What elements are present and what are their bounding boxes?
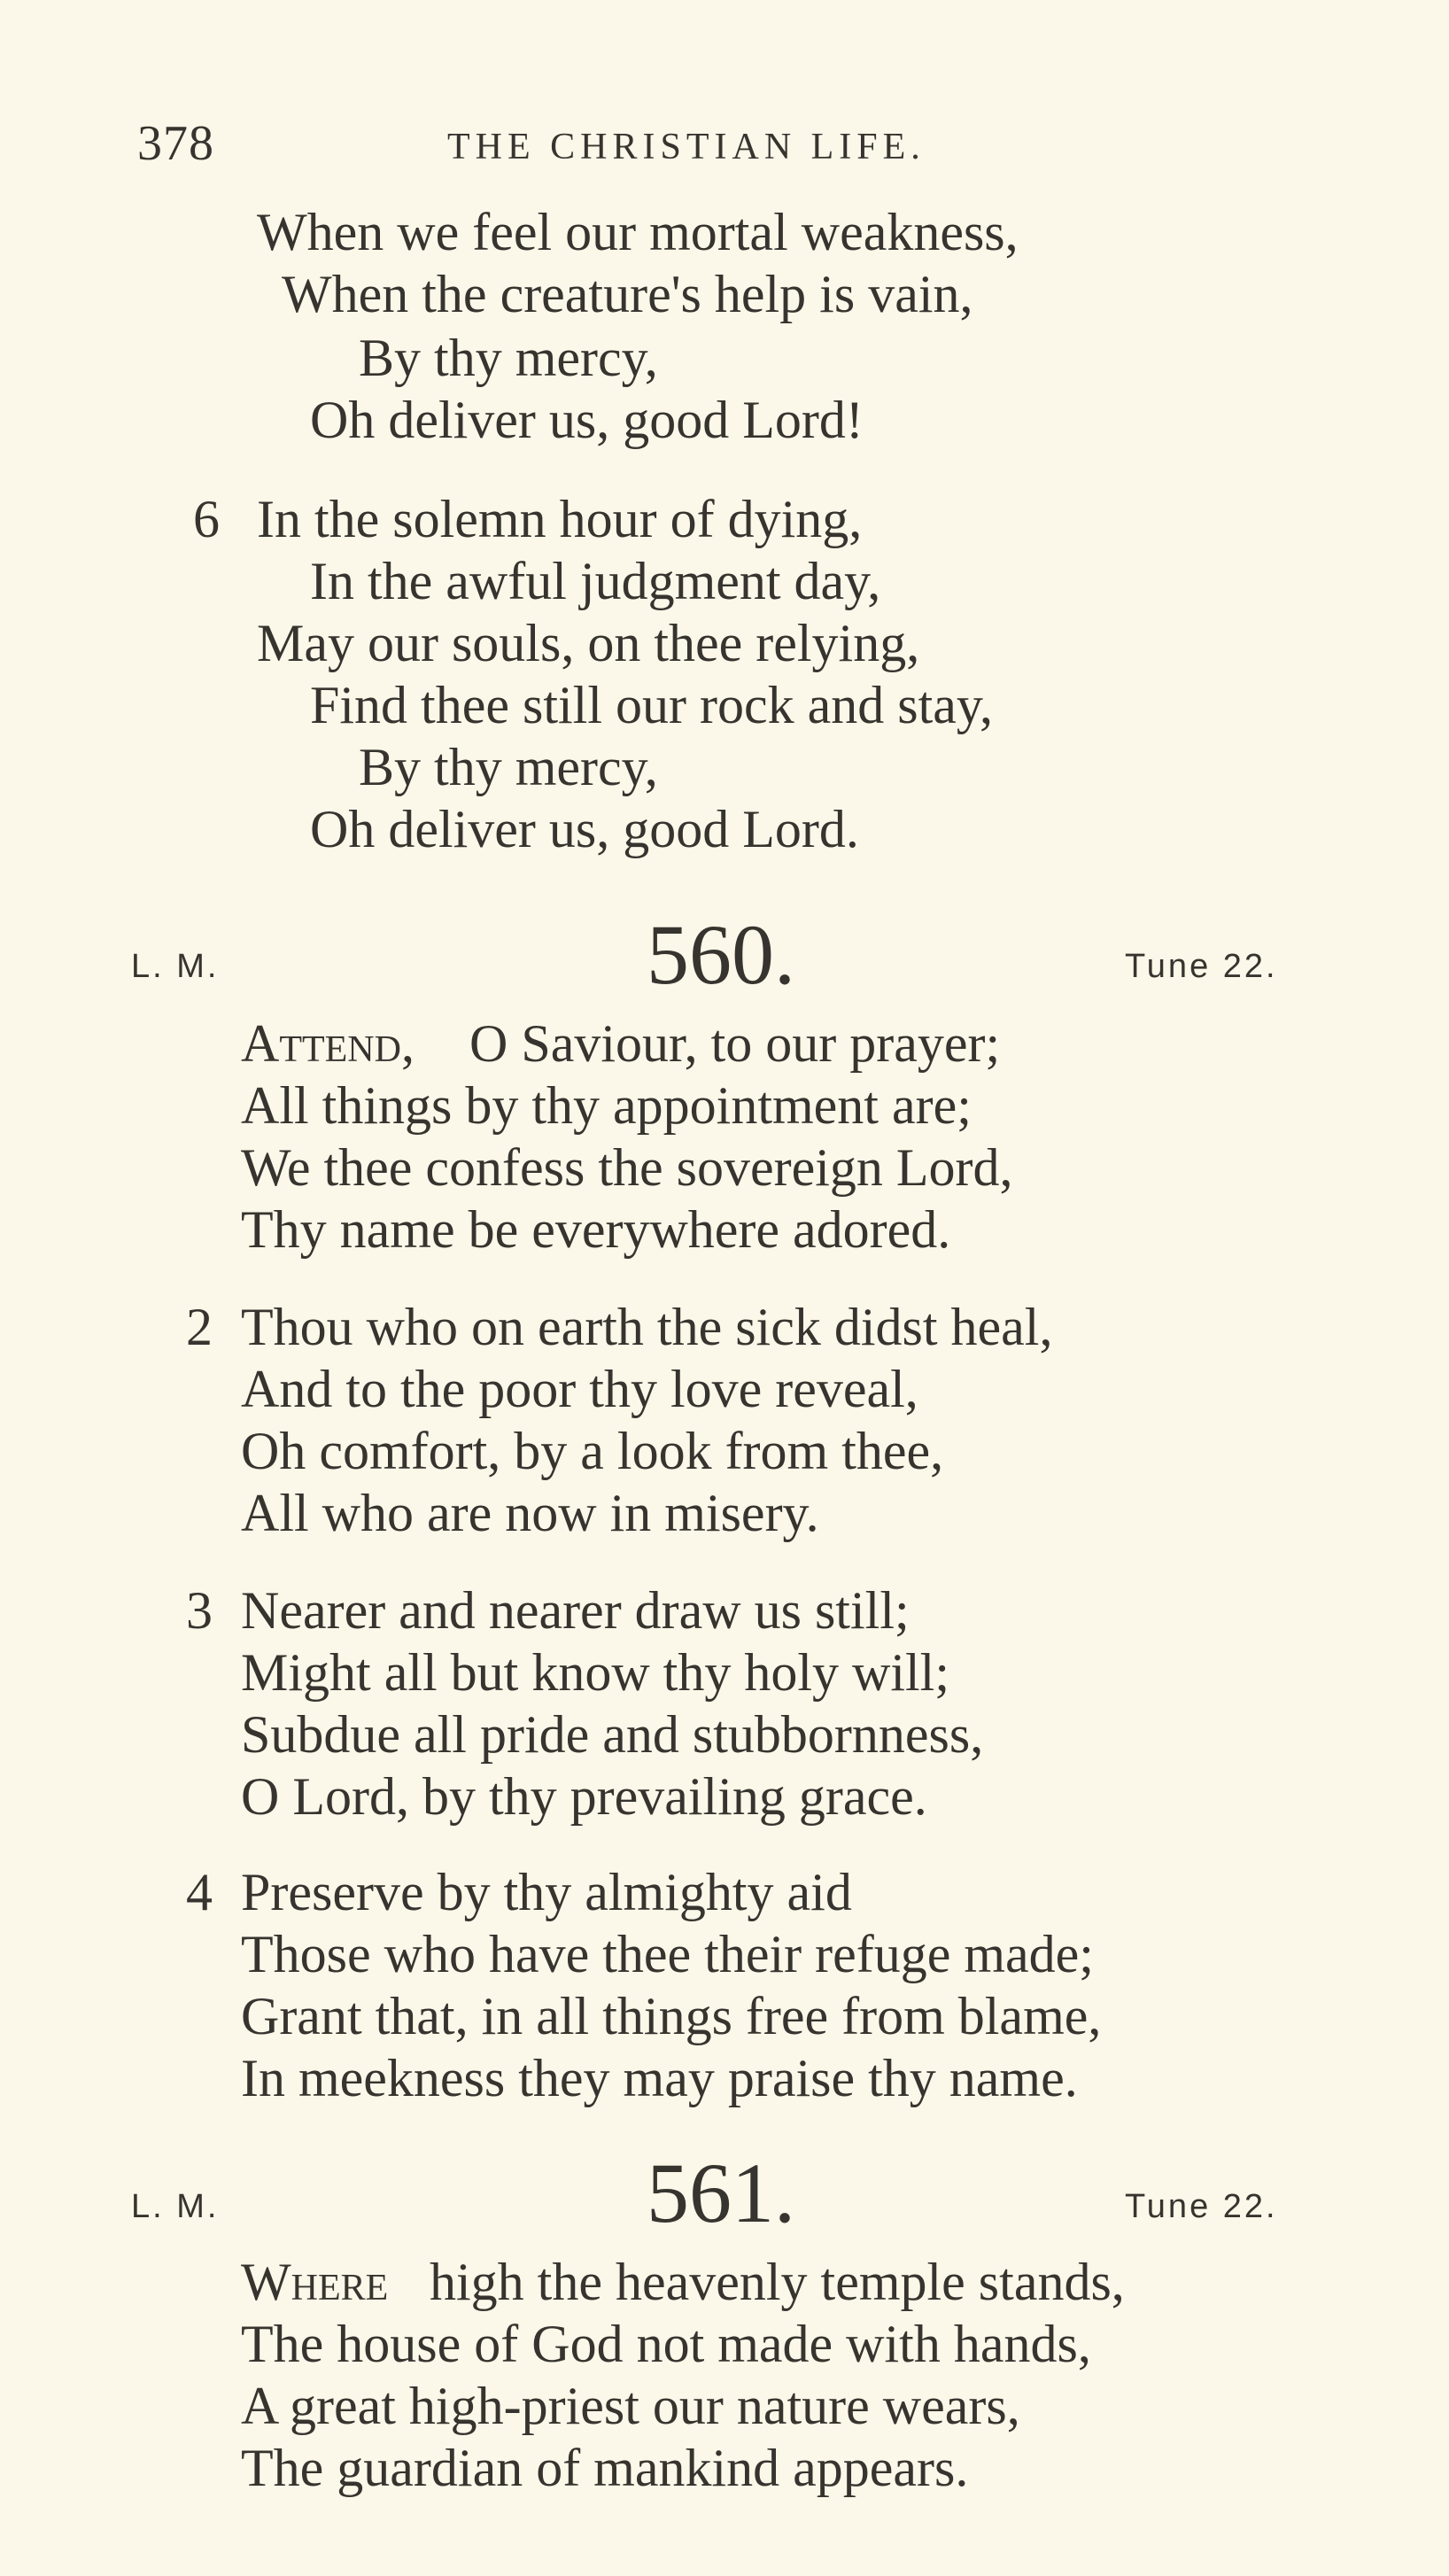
verse-line: By thy mercy, xyxy=(359,738,658,796)
verse-line: By thy mercy, xyxy=(359,329,658,387)
verse-line: Where xyxy=(241,2253,389,2311)
verse-line: Might all but know thy holy will; xyxy=(241,1643,950,1702)
verse-line: In the solemn hour of dying, xyxy=(257,490,863,548)
verse-line: All who are now in misery. xyxy=(241,1484,819,1542)
verse-line: Oh deliver us, good Lord. xyxy=(310,800,859,858)
stanza-number: 6 xyxy=(193,490,220,548)
verse-line: Thy name be everywhere adored. xyxy=(241,1200,951,1259)
verse-line: When the creature's help is vain, xyxy=(282,265,973,323)
verse-line: In the awful judgment day, xyxy=(310,552,881,610)
verse-line: Find thee still our rock and stay, xyxy=(310,676,993,734)
stanza-number: 2 xyxy=(186,1298,213,1356)
verse-line: And to the poor thy love reveal, xyxy=(241,1360,918,1418)
verse-line: Oh comfort, by a look from thee, xyxy=(241,1422,944,1480)
verse-line: O Saviour, to our prayer; xyxy=(469,1014,1001,1073)
meter-label: L. M. xyxy=(131,948,220,985)
meter-label: L. M. xyxy=(131,2188,220,2225)
verse-line: Those who have thee their refuge made; xyxy=(241,1925,1094,1983)
verse-line: We thee confess the sovereign Lord, xyxy=(241,1138,1013,1197)
verse-line: In meekness they may praise thy name. xyxy=(241,2049,1078,2107)
verse-line: high the heavenly temple stands, xyxy=(430,2253,1125,2311)
page-number: 378 xyxy=(137,116,214,171)
verse-line: Preserve by thy almighty aid xyxy=(241,1863,852,1921)
verse-line: The house of God not made with hands, xyxy=(241,2315,1091,2373)
verse-line: O Lord, by thy prevailing grace. xyxy=(241,1767,927,1826)
verse-line: Thou who on earth the sick didst heal, xyxy=(241,1298,1053,1356)
hymn-number: 561. xyxy=(647,2145,795,2240)
verse-line: Oh deliver us, good Lord! xyxy=(310,391,864,449)
verse-line: A great high-priest our nature wears, xyxy=(241,2377,1020,2435)
verse-line: The guardian of mankind appears. xyxy=(241,2439,969,2497)
page-header xyxy=(137,115,1023,177)
stanza-number: 3 xyxy=(186,1581,213,1640)
hymn-number: 560. xyxy=(647,907,795,1002)
verse-line: When we feel our mortal weakness, xyxy=(257,203,1019,261)
running-head: THE CHRISTIAN LIFE. xyxy=(447,127,926,167)
verse-line: Attend, xyxy=(241,1014,415,1073)
verse-line: May our souls, on thee relying, xyxy=(257,614,920,672)
tune-label: Tune 22. xyxy=(1125,948,1278,985)
stanza-number: 4 xyxy=(186,1863,213,1921)
tune-label: Tune 22. xyxy=(1125,2188,1278,2225)
verse-line: Subdue all pride and stubbornness, xyxy=(241,1705,984,1764)
verse-line: Grant that, in all things free from blame, xyxy=(241,1987,1102,2045)
verse-line: All things by thy appointment are; xyxy=(241,1076,972,1135)
verse-line: Nearer and nearer draw us still; xyxy=(241,1581,910,1640)
